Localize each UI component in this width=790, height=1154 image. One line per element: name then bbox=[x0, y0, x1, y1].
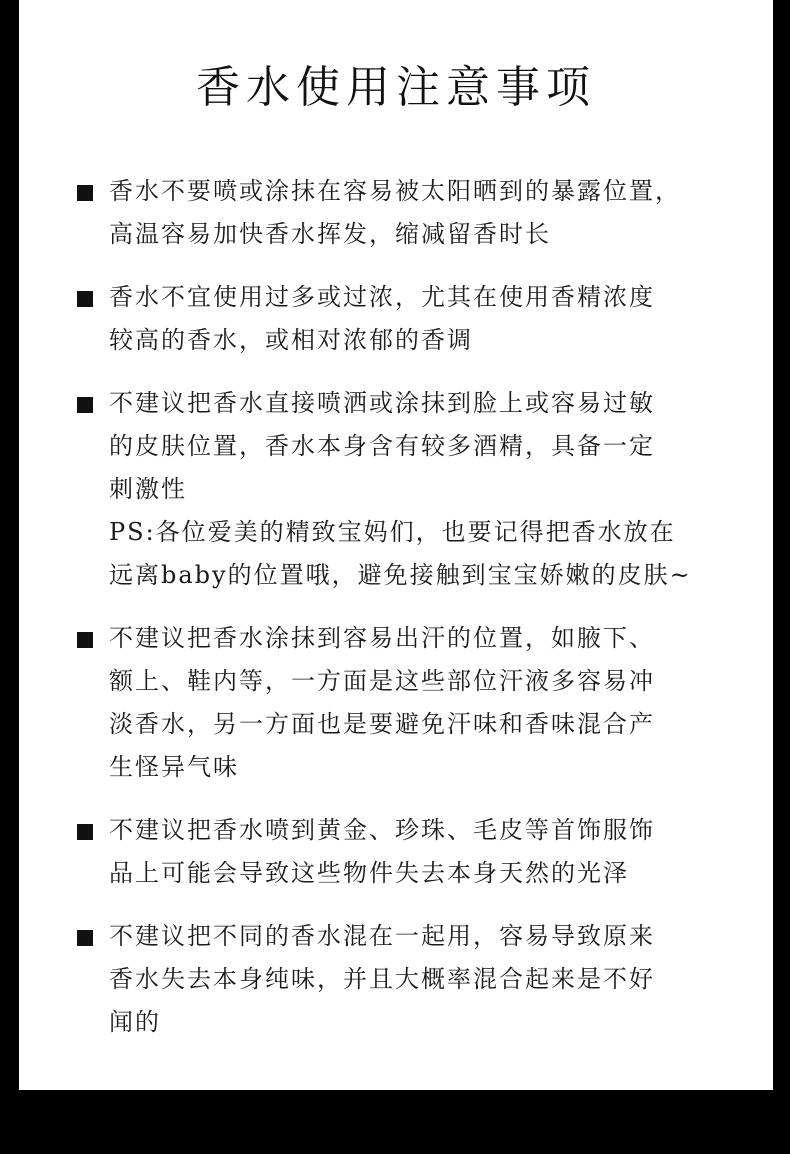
notice-item-text bbox=[109, 170, 717, 256]
notice-line: PS:各位爱美的精致宝妈们，也要记得把香水放在 bbox=[109, 518, 676, 546]
notice-item bbox=[77, 276, 717, 362]
notice-line: 刺激性 bbox=[109, 475, 187, 503]
notice-line: 不建议把香水喷到黄金、珍珠、毛皮等首饰服饰 bbox=[109, 816, 655, 844]
notice-line: 高温容易加快香水挥发，缩减留香时长 bbox=[109, 220, 551, 248]
square-bullet-icon bbox=[77, 397, 93, 413]
notice-line: 淡香水，另一方面也是要避免汗味和香味混合产 bbox=[109, 710, 655, 738]
notice-panel bbox=[19, 0, 773, 1090]
notice-line: 香水不要喷或涂抹在容易被太阳晒到的暴露位置， bbox=[109, 177, 681, 205]
page-title: 香水使用注意事项 bbox=[196, 62, 596, 113]
notice-line: 香水失去本身纯味，并且大概率混合起来是不好 bbox=[109, 965, 655, 993]
notice-item bbox=[77, 170, 717, 256]
notice-item bbox=[77, 382, 717, 597]
notice-item-text bbox=[109, 382, 717, 597]
notice-line: 的皮肤位置，香水本身含有较多酒精，具备一定 bbox=[109, 432, 655, 460]
notice-line: 生怪异气味 bbox=[109, 753, 239, 781]
notice-item-text bbox=[109, 915, 717, 1044]
notice-line: 不建议把不同的香水混在一起用，容易导致原来 bbox=[109, 922, 655, 950]
notice-item bbox=[77, 915, 717, 1044]
notice-item-text bbox=[109, 617, 717, 789]
notice-line: 远离baby的位置哦，避免接触到宝宝娇嫩的皮肤~ bbox=[109, 561, 692, 589]
square-bullet-icon bbox=[77, 632, 93, 648]
notice-list bbox=[77, 170, 717, 1064]
notice-item bbox=[77, 809, 717, 895]
notice-line: 较高的香水，或相对浓郁的香调 bbox=[109, 326, 473, 354]
notice-line: 额上、鞋内等，一方面是这些部位汗液多容易冲 bbox=[109, 667, 655, 695]
notice-line: 闻的 bbox=[109, 1008, 161, 1036]
notice-item-text bbox=[109, 276, 717, 362]
notice-item-text bbox=[109, 809, 717, 895]
notice-line: 不建议把香水直接喷洒或涂抹到脸上或容易过敏 bbox=[109, 389, 655, 417]
notice-item bbox=[77, 617, 717, 789]
notice-line: 品上可能会导致这些物件失去本身天然的光泽 bbox=[109, 859, 629, 887]
square-bullet-icon bbox=[77, 291, 93, 307]
square-bullet-icon bbox=[77, 824, 93, 840]
notice-line: 香水不宜使用过多或过浓，尤其在使用香精浓度 bbox=[109, 283, 655, 311]
notice-line: 不建议把香水涂抹到容易出汗的位置，如腋下、 bbox=[109, 624, 655, 652]
square-bullet-icon bbox=[77, 930, 93, 946]
square-bullet-icon bbox=[77, 185, 93, 201]
